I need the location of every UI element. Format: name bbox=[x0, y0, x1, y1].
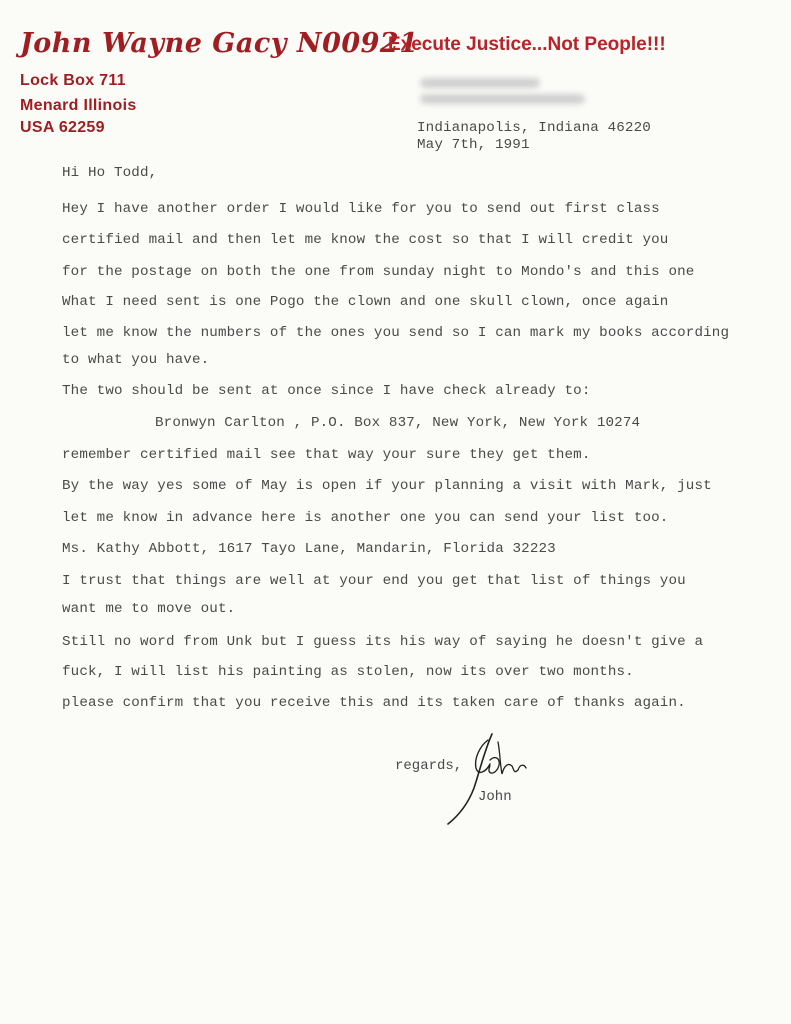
redacted-line bbox=[420, 78, 540, 88]
letterhead-address-line: Menard Illinois bbox=[20, 97, 137, 114]
closing-regards: regards, bbox=[395, 758, 463, 774]
body-line: please confirm that you receive this and its taken care of thanks again. bbox=[62, 695, 686, 711]
letterhead-address-line: Lock Box 711 bbox=[20, 72, 126, 89]
body-line-address: Bronwyn Carlton , P.O. Box 837, New York, New York 10274 bbox=[155, 415, 641, 431]
body-line: fuck, I will list his painting as stolen, now its over two months. bbox=[62, 664, 634, 680]
body-line-address: Ms. Kathy Abbott, 1617 Tayo Lane, Mandarin, Florida 32223 bbox=[62, 541, 556, 557]
body-line: Hey I have another order I would like for you to send out first class bbox=[62, 201, 660, 217]
handwritten-signature bbox=[440, 730, 530, 830]
closing-name: John bbox=[478, 789, 512, 805]
body-line: for the postage on both the one from sunday night to Mondo's and this one bbox=[62, 264, 695, 280]
body-line: Still no word from Unk but I guess its his way of saying he doesn't give a bbox=[62, 634, 704, 650]
body-line: certified mail and then let me know the cost so that I will credit you bbox=[62, 232, 669, 248]
body-line: remember certified mail see that way your sure they get them. bbox=[62, 447, 591, 463]
body-line: let me know the numbers of the ones you send so I can mark my books according bbox=[62, 325, 730, 341]
letterhead-address-line: USA 62259 bbox=[20, 119, 105, 136]
recipient-city: Indianapolis, Indiana 46220 bbox=[417, 120, 651, 136]
body-line: The two should be sent at once since I have check already to: bbox=[62, 383, 591, 399]
letterhead-slogan: Execute Justice...Not People!!! bbox=[388, 34, 666, 55]
body-line: want me to move out. bbox=[62, 601, 236, 617]
letterhead-name: John Wayne Gacy N00921 bbox=[20, 28, 419, 59]
body-line: I trust that things are well at your end you get that list of things you bbox=[62, 573, 686, 589]
redacted-line bbox=[420, 94, 585, 104]
redacted-address-block bbox=[420, 72, 590, 114]
letter-date: May 7th, 1991 bbox=[417, 137, 530, 153]
body-line: What I need sent is one Pogo the clown and one skull clown, once again bbox=[62, 294, 669, 310]
body-line: By the way yes some of May is open if your planning a visit with Mark, just bbox=[62, 478, 712, 494]
body-line: let me know in advance here is another one you can send your list too. bbox=[62, 510, 669, 526]
greeting: Hi Ho Todd, bbox=[62, 165, 158, 181]
body-line: to what you have. bbox=[62, 352, 210, 368]
